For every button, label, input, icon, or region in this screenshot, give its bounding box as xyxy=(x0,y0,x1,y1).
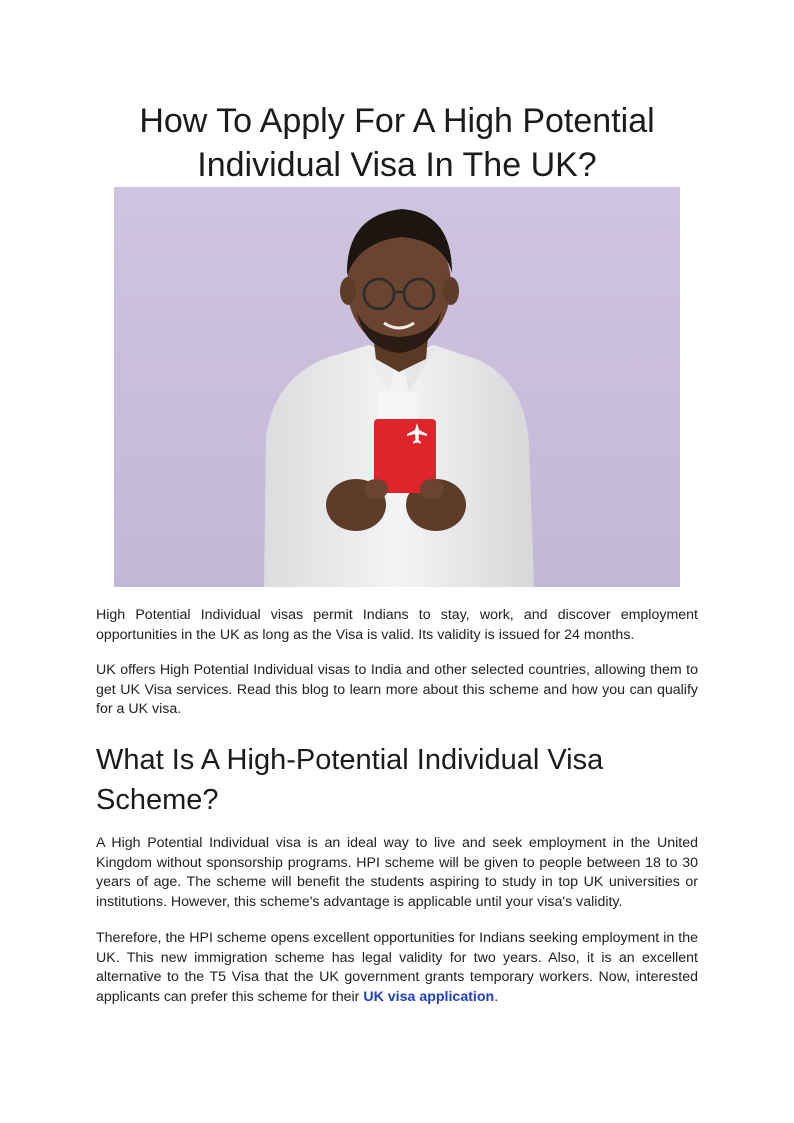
hero-illustration xyxy=(114,187,680,587)
intro-paragraph-1: High Potential Individual visas permit Indians to stay, work, and discover employment opportunities in the UK as long as the Visa is valid. Its validity is issued for 24 months. xyxy=(96,607,698,643)
section-heading: What Is A High-Potential Individual Visa Scheme? xyxy=(96,744,604,816)
page-title: How To Apply For A High Potential Individual Visa In The UK? xyxy=(139,102,655,184)
section-paragraph-2-end: . xyxy=(494,988,499,1005)
uk-visa-application-link[interactable]: UK visa application xyxy=(363,988,495,1005)
hero-image xyxy=(114,187,680,587)
section-paragraph-1: A High Potential Individual visa is an ideal way to live and seek employment in the United Kingdom without sponsorship programs. HPI scheme will be given to people between 18 to 30 years of age. The scheme will benefit the students aspiring to study in top UK universities or institutions. However, this scheme's advantage is applicable until your visa's validity. xyxy=(96,835,698,910)
section-paragraph-2-text: Therefore, the HPI scheme opens excellent opportunities for Indians seeking employment in the UK. This new immigration scheme has legal validity for two years. Also, it is an excellent alternative to the T5 Visa that the UK government grants temporary workers. Now, interested applicants can prefer this scheme for their xyxy=(96,930,698,1005)
intro-paragraph-2: UK offers High Potential Individual visas to India and other selected countries, allowing them to get UK Visa services. Read this blog to learn more about this scheme and how you can qualify for a UK visa. xyxy=(96,662,698,717)
section-paragraph-2 xyxy=(96,929,698,1007)
